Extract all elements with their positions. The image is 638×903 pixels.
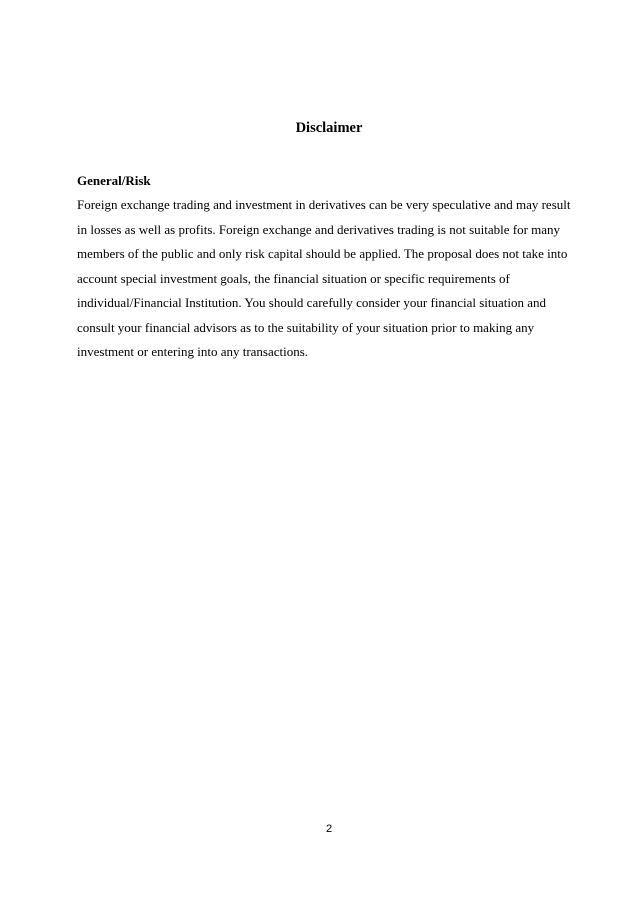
section-heading: General/Risk xyxy=(77,173,151,188)
paragraph-line: individual/Financial Institution. You should carefully consider your financial situation and xyxy=(77,295,547,310)
paragraph-line: in losses as well as profits. Foreign exchange and derivatives trading is not suitable for many xyxy=(77,221,561,237)
paragraph-line: investment or entering into any transactions. xyxy=(77,344,309,359)
paragraph-line: account special investment goals, the financial situation or specific requirements of xyxy=(77,270,510,286)
paragraph-line: consult your financial advisors as to the suitability of your situation prior to making any xyxy=(77,319,535,335)
paragraph-line: Foreign exchange trading and investment in derivatives can be very speculative and may result xyxy=(77,197,571,212)
disclaimer-paragraph xyxy=(77,193,577,365)
page-number: 2 xyxy=(325,823,333,835)
page-title: Disclaimer xyxy=(295,120,363,136)
paragraph-line: members of the public and only risk capital should be applied. The proposal does not take into xyxy=(77,246,568,261)
